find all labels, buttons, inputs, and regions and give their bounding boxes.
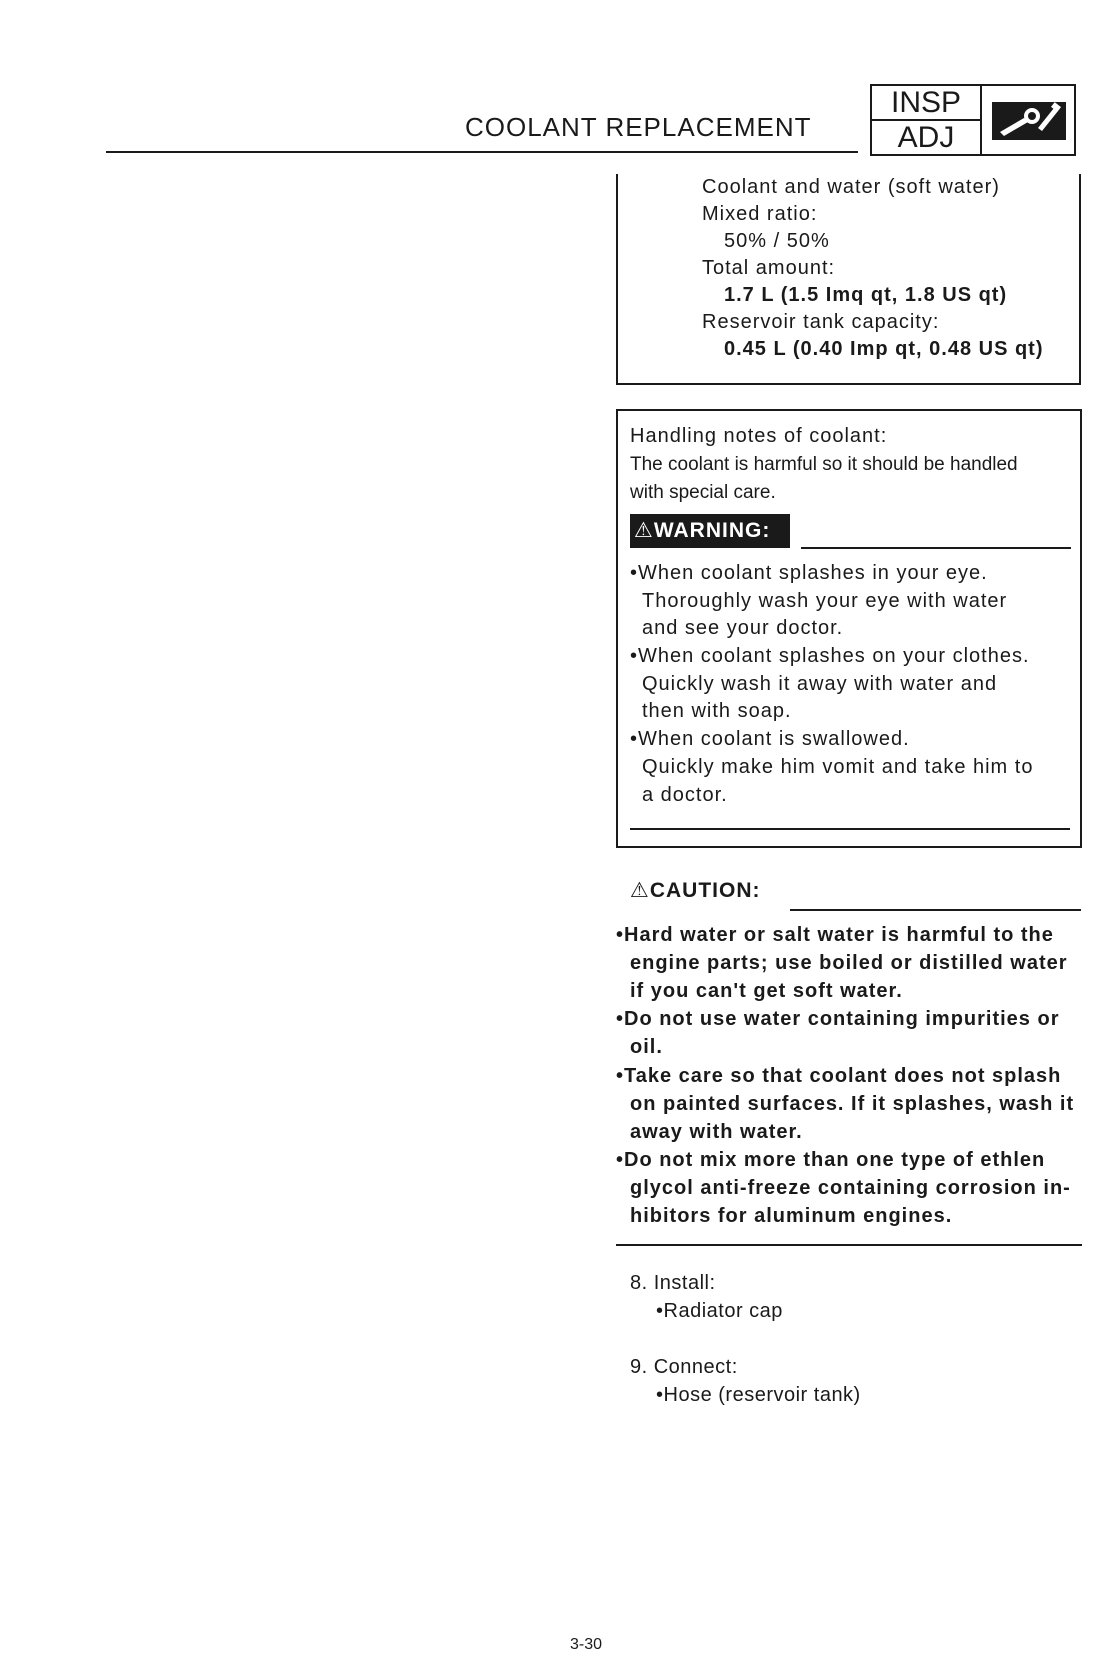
step-9-item: •Hose (reservoir tank) xyxy=(656,1384,861,1406)
caution-text-line: hibitors for aluminum engines. xyxy=(630,1205,953,1227)
warning-text-line: Thoroughly wash your eye with water xyxy=(642,590,1008,612)
caution-label: ⚠CAUTION: xyxy=(630,879,761,902)
spec-coolant-type: Coolant and water (soft water) xyxy=(702,176,1000,198)
step-8-install: 8. Install: xyxy=(630,1272,716,1294)
header-rule xyxy=(106,151,858,153)
spec-reservoir-value: 0.45 L (0.40 Imp qt, 0.48 US qt) xyxy=(724,338,1044,360)
warning-bullet-swallowed: •When coolant is swallowed. xyxy=(630,728,910,750)
warning-end-rule xyxy=(630,828,1070,830)
caution-text-line: if you can't get soft water. xyxy=(630,980,903,1002)
warning-text-line: then with soap. xyxy=(642,700,792,722)
badge-adj: ADJ xyxy=(897,121,955,154)
warning-rule xyxy=(801,547,1071,549)
caution-text-line: oil. xyxy=(630,1036,663,1058)
caution-bullet-hard-water: •Hard water or salt water is harmful to the xyxy=(616,924,1054,946)
step-8-item: •Radiator cap xyxy=(656,1300,783,1322)
caution-text-line: away with water. xyxy=(630,1121,803,1143)
caution-text-line: engine parts; use boiled or distilled water xyxy=(630,952,1068,974)
warning-label: ⚠WARNING: xyxy=(630,514,790,548)
warning-bullet-eye: •When coolant splashes in your eye. xyxy=(630,562,988,584)
handling-notes-box xyxy=(616,409,1082,848)
step-9-connect: 9. Connect: xyxy=(630,1356,738,1378)
spec-mixed-ratio-label: Mixed ratio: xyxy=(702,203,818,225)
spec-reservoir-label: Reservoir tank capacity: xyxy=(702,311,940,333)
caution-rule xyxy=(790,909,1081,911)
warning-text-line: Quickly make him vomit and take him to xyxy=(642,756,1034,778)
handling-intro-line-1: The coolant is harmful so it should be handled xyxy=(630,454,1018,475)
coolant-spec-box xyxy=(616,174,1081,385)
page-number: 3-30 xyxy=(570,1636,603,1653)
spec-mixed-ratio-value: 50% / 50% xyxy=(724,230,830,252)
caution-text-line: on painted surfaces. If it splashes, wash it xyxy=(630,1093,1075,1115)
caution-bullet-impurities: •Do not use water containing impurities or xyxy=(616,1008,1060,1030)
spec-total-amount-value: 1.7 L (1.5 Imq qt, 1.8 US qt) xyxy=(724,284,1008,306)
spec-total-amount-label: Total amount: xyxy=(702,257,836,279)
wrench-and-screwdriver-icon xyxy=(990,98,1068,144)
caution-bullet-mix: •Do not mix more than one type of ethlen xyxy=(616,1149,1046,1171)
caution-bullet-splash: •Take care so that coolant does not splash xyxy=(616,1065,1062,1087)
page-title: COOLANT REPLACEMENT xyxy=(465,112,812,142)
badge-insp: INSP xyxy=(872,86,980,121)
badge-words xyxy=(872,86,982,154)
warning-text-line: and see your doctor. xyxy=(642,617,844,639)
warning-text-line: Quickly wash it away with water and xyxy=(642,673,998,695)
caution-text-line: glycol anti-freeze containing corrosion in- xyxy=(630,1177,1071,1199)
warning-bullet-clothes: •When coolant splashes on your clothes. xyxy=(630,645,1030,667)
handling-heading: Handling notes of coolant: xyxy=(630,425,888,447)
warning-text-line: a doctor. xyxy=(642,784,728,806)
handling-intro-line-2: with special care. xyxy=(630,482,776,503)
caution-end-rule xyxy=(616,1244,1082,1246)
section-badge xyxy=(870,84,1076,156)
